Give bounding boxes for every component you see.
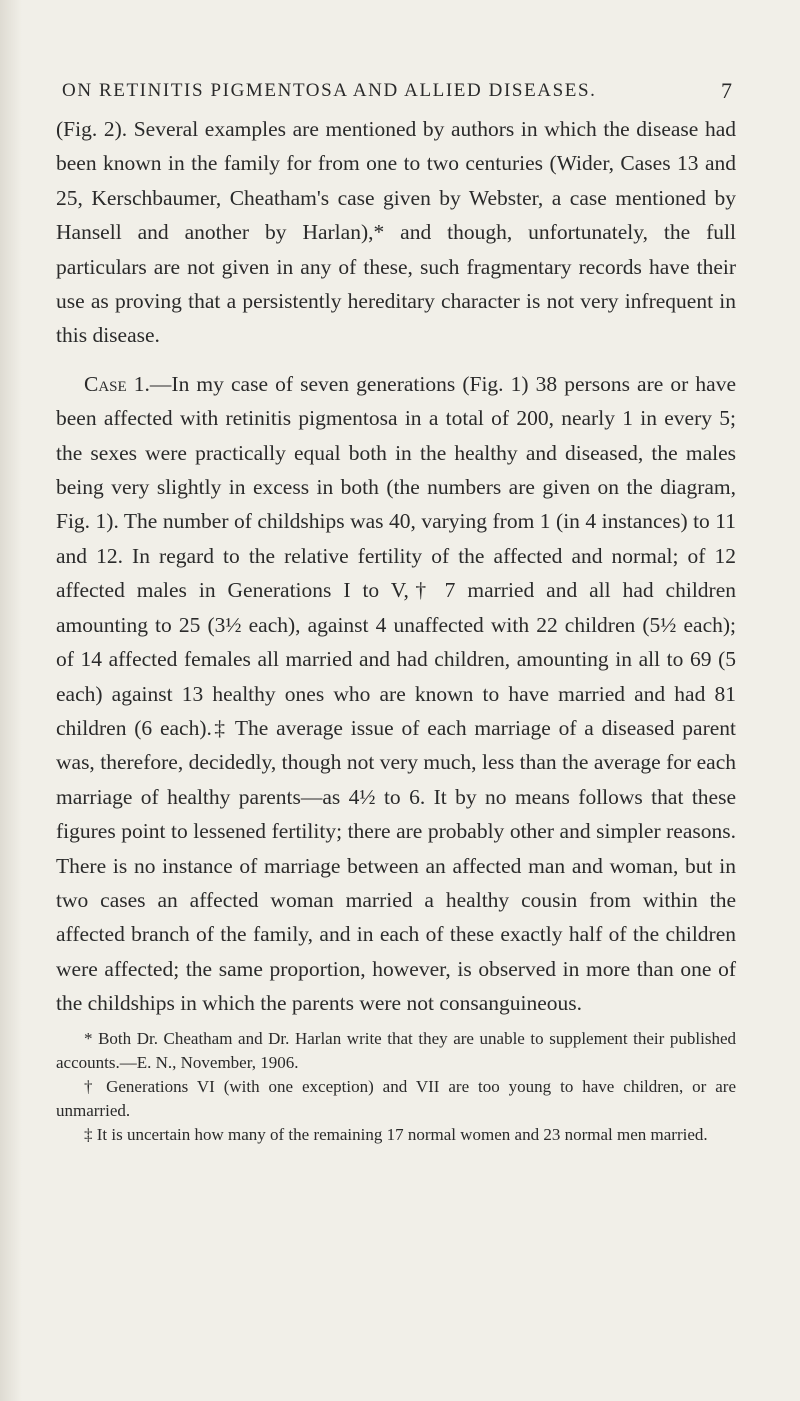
paragraph-1: (Fig. 2). Several examples are mentioned by authors in which the disease had been known in the family for from one to two centuries (Wider, Cases 13 and 25, Kerschbaumer, Cheatham's case given by Webster, a case mentioned by Hansell and another by Harlan),* and though, unfortunately, the full particulars are not given in any of these, such fragmentary records have their use as proving that a persistently hereditary character is not very infrequent in this disease. — [56, 117, 736, 348]
body-text — [56, 112, 736, 1021]
paragraph-2 — [56, 367, 736, 1021]
footnotes — [56, 1027, 736, 1147]
footnote-asterisk: * Both Dr. Cheatham and Dr. Harlan write that they are unable to supplement their published accounts.—E. N., November, 1906. — [56, 1028, 736, 1072]
running-title: ON RETINITIS PIGMENTOSA AND ALLIED DISEASES. — [62, 80, 597, 101]
running-header — [56, 72, 736, 112]
page-binding-shadow — [0, 0, 22, 1401]
case-heading: Case 1. — [84, 371, 150, 396]
paragraph-2-text: —In my case of seven generations (Fig. 1) 38 persons are or have been affected with retinitis pigmentosa in a total of 200, nearly 1 in every 5; the sexes were practically equal both in the healthy and diseased, the males being very slightly in excess in both (the numbers are given on the diagram, Fig. 1). The number of childships was 40, varying from 1 (in 4 instances) to 11 and 12. In regard to the relative fertility of the affected and normal; of 12 affected males in Generations I to V,† 7 married and all had children amounting to 25 (3½ each), against 4 unaffected with 22 children (5½ each); of 14 affected females all married and had children, amounting in all to 69 (5 each) against 13 healthy ones who are known to have married and had 81 children (6 each).‡ The average issue of each marriage of a diseased parent was, therefore, decidedly, though not very much, less than the average for each marriage of healthy parents—as 4½ to 6. It by no means follows that these figures point to lessened fertility; there are probably other and simpler reasons. There is no instance of marriage between an affected man and woman, but in two cases an affected woman married a healthy cousin from within the affected branch of the family, and in each of these exactly half of the children were affected; the same proportion, however, is observed in more than one of the childships in which the parents were not consanguineous. — [56, 371, 736, 1016]
footnote-dagger: † Generations VI (with one exception) and VII are too young to have children, or are unmarried. — [56, 1076, 736, 1120]
page-number: 7 — [721, 78, 732, 103]
book-page — [56, 72, 736, 1147]
footnote-double-dagger: ‡ It is uncertain how many of the remaining 17 normal women and 23 normal men married. — [84, 1124, 708, 1144]
